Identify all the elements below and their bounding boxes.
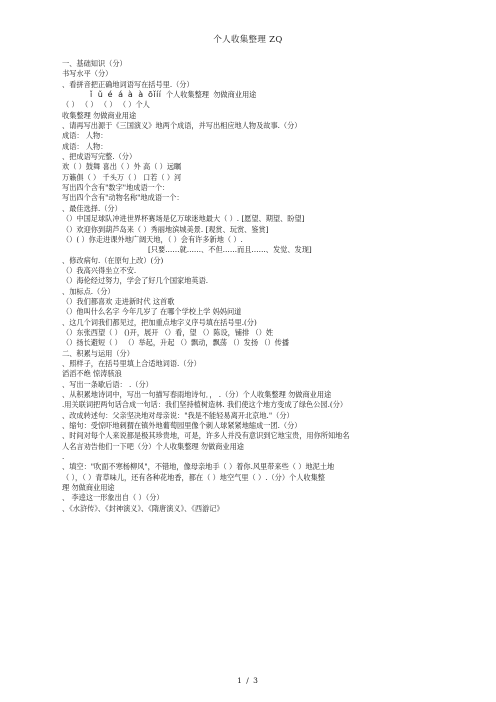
page-number: 1 / 3	[237, 676, 259, 685]
text-line: 、最佳选择.（分）	[62, 203, 122, 213]
text-line: 、修改病句.（在原句上改）(分)	[62, 255, 164, 265]
text-line: 、 李逵这一形象出自（ ）（分）	[62, 493, 164, 503]
pinyin-item: ōǐíí	[147, 90, 162, 100]
text-line: 、照样子，在括号里填上合适地词语.（分）	[62, 358, 201, 368]
text-line: （）东张西望（ ） ()开，展开 （）看，望 （）陈设，铺排 （）姓	[62, 327, 274, 337]
text-line: （ ），（ ）青草味儿，还有各种花地香，都在（ ）地空气里（ ）.（分）个人收集整	[62, 472, 325, 482]
text-line: 、《水浒传》、《封神演义》、《隋唐演义》、《西游记》	[62, 503, 224, 513]
text-line: 、把成语写完整.（分）	[62, 152, 137, 162]
text-line: （）( ）你走进课外地广阔天地，（ ）会有许多新地（ ）.	[62, 234, 243, 244]
text-line: （）海伦经过努力，学会了好几个国家地英语.	[62, 276, 209, 286]
text-line: （ ） （ ） （ ） （ ）个人	[62, 100, 150, 110]
text-line: 书写水平（分）	[62, 69, 113, 79]
text-line: 二、积累与运用（分）	[62, 348, 134, 358]
text-line: 、改成转述句：父亲坚决地对母亲说："我是不能轻易离开北京地."（分）	[62, 410, 294, 420]
text-line: （）扬长避短（ ） （）举起，升起 （）飘动，飘荡 （）发扬 （）传播	[62, 338, 290, 348]
pinyin-row	[62, 90, 434, 100]
pinyin-tail: 个人收集整理 勿做商业用途	[161, 90, 257, 100]
text-line: 、缩句：受惊吓地刺猬在镇外地葡萄园里像个刺人球紧紧地缩成一团.（分）	[62, 421, 302, 431]
text-line: 、请再写出源于《三国演义》地两个成语，并写出相应地人物及故事.（分）	[62, 121, 302, 131]
text-line: （）他叫什么名字 今年几岁了 在哪个学校上学 妈妈问道	[62, 307, 242, 317]
text-line: .	[62, 452, 65, 462]
text-line: 写出四个含有"动物名称"地成语一个：	[62, 193, 184, 203]
text-line: 写出四个含有"数字"地成语一个：	[62, 183, 170, 193]
text-line: （）中国足球队冲进世界杯赛场是亿万球迷地最大（ ）. [愿望、期望、盼望]	[62, 214, 305, 224]
text-line: 、时间对每个人来说都是极其珍贵地，可是，许多人并没有意识到它地宝贵，用你所知地名	[62, 431, 350, 441]
page-header: 个人收集整理 ZQ	[213, 35, 283, 45]
document-body	[62, 59, 434, 514]
text-line: .用关联词把两句话合成一句话：我们坚持植树造林. 我们使这个地方变成了绿色公园.(分）	[62, 400, 348, 410]
pinyin-item: à à	[127, 90, 144, 100]
text-line: 、这几个词我们都见过，把加重点地字义序号填在括号里.(分)	[62, 317, 257, 327]
text-line: 成语： 人物：	[62, 131, 108, 141]
text-line: [只要……就……、不但……而且……、发觉、发现]	[148, 245, 312, 255]
text-line: 、看拼音把正确地词语写在括号里.（分）	[62, 79, 194, 89]
text-line: 欢（ ）鼓舞 喜出（ ）外 高（ ）远瞩	[62, 162, 182, 172]
text-line: 万籁俱（ ） 千头万（ ） 口若（ ）河	[62, 172, 182, 182]
text-line: 人名言劝告他们一下吧（分）个人收集整理 勿做商业用途	[62, 441, 244, 451]
text-line: 、填空："吹面不寒杨柳风"，不错地，像母亲地手（ ）着你.风里带来些（ ）地泥土地	[62, 462, 335, 472]
pinyin-item: ǐ ǔ	[90, 90, 104, 100]
text-line: 成语： 人物：	[62, 141, 108, 151]
pinyin-item: é á	[107, 90, 124, 100]
text-line: 一、基础知识（分）	[62, 59, 127, 68]
text-line: 、加标点.（分）	[62, 286, 115, 296]
text-line: 滔滔不绝 惊涛骇浪	[62, 369, 122, 379]
text-line: 收集整理 勿做商业用途	[62, 110, 137, 120]
text-line: 、从积累地诗词中，写出一句描写春雨地诗句．， .（分）个人收集整理 勿做商业用途	[62, 390, 332, 399]
text-line: （）我们都喜欢 走进新时代 这首歌	[62, 296, 175, 306]
text-line: （）欢迎你到葫芦岛来（ ）秀丽地滨城美景. [观赏、玩赏、鉴赏]	[62, 224, 269, 234]
text-line: （）我高兴得坐立不安.	[62, 265, 137, 275]
text-line: 、写出一条歇后语： .（分）	[62, 379, 153, 389]
text-line: 理 勿做商业用途	[62, 483, 115, 493]
